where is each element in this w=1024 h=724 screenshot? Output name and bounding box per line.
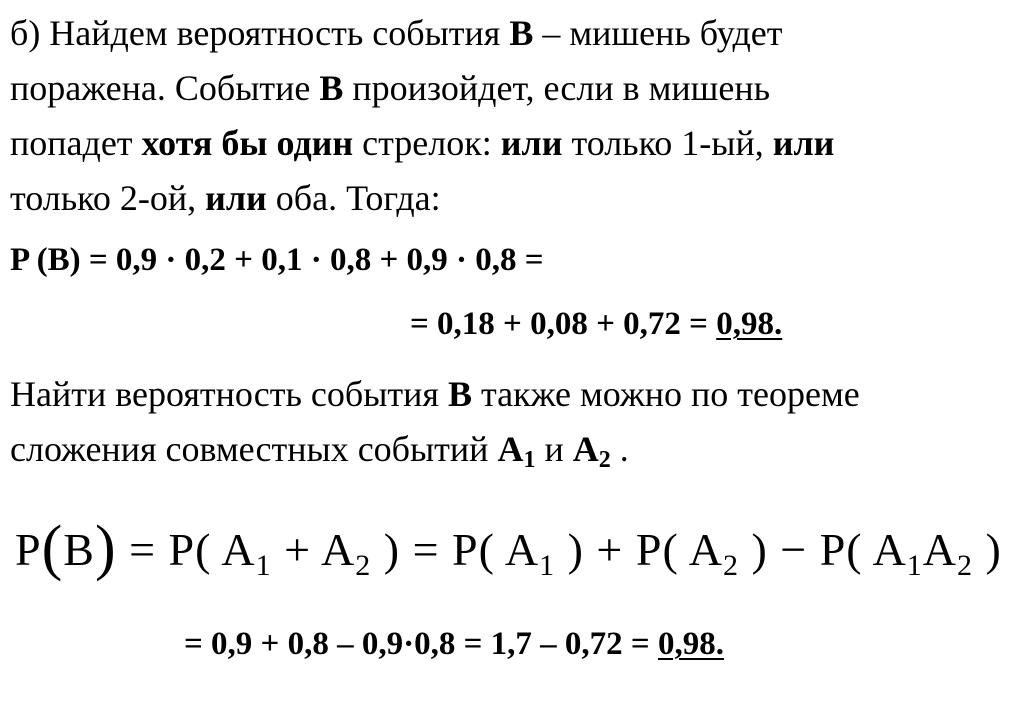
text-run: б) Найдем вероятность события: [10, 13, 510, 53]
text-line: [10, 6, 1010, 61]
final-calculation: [184, 626, 724, 663]
event-b-label: B: [319, 68, 344, 108]
text-line: [10, 171, 1010, 226]
emphasis-text: или: [500, 123, 563, 163]
text-run: поражена. Событие: [10, 68, 320, 108]
formula-text: P( A: [168, 524, 256, 575]
text-run: стрелок:: [353, 123, 501, 163]
formula-text: A: [922, 524, 958, 575]
subscript: 2: [598, 447, 611, 473]
text-line: [10, 61, 1010, 116]
text-run: попадет: [10, 123, 142, 163]
subscript: 2: [722, 549, 739, 582]
equation-text: = 0,9 + 0,8 – 0,9·0,8 = 1,7 – 0,72 =: [184, 626, 658, 662]
subscript: 2: [957, 549, 974, 582]
text-run: .: [610, 429, 629, 469]
text-run: оба. Тогда:: [266, 178, 441, 218]
text-line: [10, 422, 1010, 477]
equation-text: = 0,18 + 0,08 + 0,72 =: [410, 306, 717, 342]
subscript: 1: [539, 549, 556, 582]
formula-text: ) = P( A: [371, 524, 540, 575]
subscript: 2: [355, 549, 372, 582]
formula-text: ) + P( A: [555, 524, 723, 575]
probability-equation-result: [410, 306, 782, 343]
text-run: произойдет, если в мишень: [343, 68, 771, 108]
formula-text: P: [15, 524, 42, 575]
formula-paren: ): [94, 514, 117, 582]
intro-paragraph: [10, 6, 1010, 226]
text-run: только 1-ый,: [562, 123, 773, 163]
answer-value: 0,98.: [716, 306, 783, 342]
emphasis-text: или: [205, 178, 267, 218]
alternative-method-paragraph: [10, 367, 1010, 477]
text-run: только 2-ой,: [10, 178, 206, 218]
text-run: и: [535, 429, 573, 469]
formula-paren: (: [41, 514, 64, 582]
subscript: 1: [523, 447, 536, 473]
text-run: – мишень будет: [533, 13, 783, 53]
subscript: 1: [255, 549, 272, 582]
text-run: Найти вероятность события: [10, 374, 448, 414]
text-run: сложения совместных событий: [10, 429, 498, 469]
emphasis-text: или: [772, 123, 835, 163]
event-letter: A: [572, 429, 599, 469]
emphasis-text: хотя бы один: [141, 123, 354, 163]
text-run: также можно по теореме: [471, 374, 860, 414]
formula-text: ): [973, 524, 1002, 575]
event-a2-label: [572, 429, 611, 473]
event-a1-label: [497, 429, 536, 473]
probability-equation: P (B) = 0,9 · 0,2 + 0,1 · 0,8 + 0,9 · 0,8 =: [10, 242, 544, 278]
formula-text: =: [129, 524, 157, 575]
text-line: [10, 116, 1010, 171]
event-b-label: B: [447, 374, 472, 414]
event-b-label: B: [509, 13, 534, 53]
answer-value: 0,98.: [657, 626, 724, 662]
formula-text: + A: [271, 524, 356, 575]
addition-theorem-formula: [15, 510, 1002, 581]
subscript: 1: [906, 549, 923, 582]
formula-text: ) − P( A: [738, 524, 907, 575]
event-letter: A: [497, 429, 524, 469]
formula-text: B: [63, 524, 95, 575]
text-line: [10, 367, 1010, 422]
